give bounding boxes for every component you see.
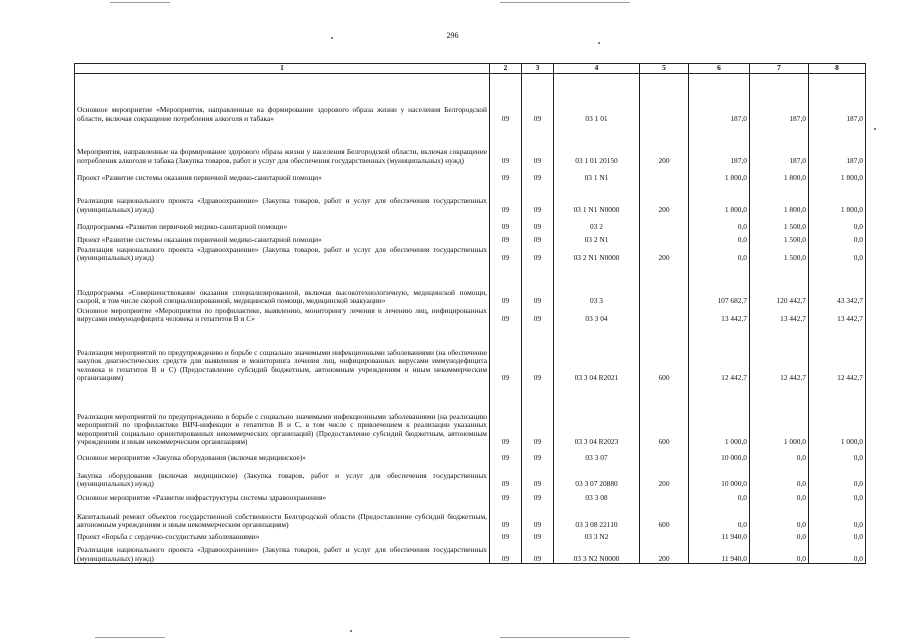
section-code: 09 [522,530,554,542]
budget-item-name: Подпрограмма «Развитие первичной медико-санитарной помощи» [75,215,490,232]
budget-item-name: Закупка оборудования (включая медицинское) (Закупка товаров, работ и услуг для обеспечения государственных (муниципальных) нужд) [75,463,490,489]
budget-item-name: Основное мероприятие «Закупка оборудования (включая медицинское)» [75,447,490,463]
expense-type-code [640,263,689,306]
target-article-code: 03 3 N2 [554,530,640,542]
amount-year-2: 1 800,0 [750,166,809,183]
amount-year-3: 0,0 [809,215,866,232]
amount-year-2: 1 800,0 [750,183,809,215]
amount-year-2: 0,0 [750,542,809,564]
amount-year-2: 0,0 [750,503,809,530]
table-body [75,74,866,564]
amount-year-1: 10 000,0 [689,463,750,489]
table-row [75,447,866,463]
column-header: 4 [554,64,640,74]
amount-year-2: 120 442,7 [750,263,809,306]
amount-year-3: 12 442,7 [809,324,866,383]
amount-year-3: 0,0 [809,489,866,503]
amount-year-1: 10 000,0 [689,447,750,463]
ministry-code: 09 [490,215,522,232]
column-header: 2 [490,64,522,74]
expense-type-code: 200 [640,463,689,489]
section-code: 09 [522,542,554,564]
expense-type-code [640,232,689,245]
table-row [75,542,866,564]
amount-year-1: 1 000,0 [689,383,750,447]
table-row [75,530,866,542]
section-code: 09 [522,215,554,232]
target-article-code: 03 3 04 [554,306,640,324]
amount-year-2: 0,0 [750,489,809,503]
ministry-code: 09 [490,503,522,530]
budget-item-name: Реализация мероприятий по предупреждению и борьбе с социально значимыми инфекционными заболеваниями (на реализацию мероприятий по профилактике ВИЧ-инфекции и гепатитов B и C, в том числе с привлечением к реализации указанных мероприятий социально ориентированных некоммерческих организаций) (Предоставление субсидий бюджетным, автономным учреждениям и иным некоммерческим организациям) [75,383,490,447]
section-code: 09 [522,463,554,489]
amount-year-3: 13 442,7 [809,306,866,324]
amount-year-3: 0,0 [809,463,866,489]
ministry-code: 09 [490,489,522,503]
expense-type-code [640,530,689,542]
amount-year-3: 1 000,0 [809,383,866,447]
table-row [75,215,866,232]
budget-item-name: Проект «Развитие системы оказания первичной медико-санитарной помощи» [75,232,490,245]
amount-year-1: 187,0 [689,124,750,166]
target-article-code: 03 3 04 R2021 [554,324,640,383]
ministry-code: 09 [490,74,522,124]
column-header: 7 [750,64,809,74]
amount-year-3: 0,0 [809,447,866,463]
target-article-code: 03 3 07 [554,447,640,463]
amount-year-2: 13 442,7 [750,306,809,324]
ministry-code: 09 [490,530,522,542]
ministry-code: 09 [490,447,522,463]
ministry-code: 09 [490,306,522,324]
expense-type-code: 600 [640,383,689,447]
budget-table [74,63,866,564]
section-code: 09 [522,124,554,166]
amount-year-2: 1 500,0 [750,215,809,232]
section-code: 09 [522,383,554,447]
amount-year-3: 187,0 [809,124,866,166]
budget-item-name: Основное мероприятие «Мероприятия, направленные на формирование здорового образа жизни у населения Белгородской области, включая сокращение потребления алкоголя и табака» [75,74,490,124]
ministry-code: 09 [490,245,522,263]
budget-item-name: Реализация национального проекта «Здравоохранение» (Закупка товаров, работ и услуг для обеспечения государственных (муниципальных) нужд) [75,183,490,215]
ministry-code: 09 [490,463,522,489]
section-code: 09 [522,183,554,215]
section-code: 09 [522,263,554,306]
page-number: 296 [446,31,459,40]
amount-year-2: 187,0 [750,74,809,124]
column-header: 3 [522,64,554,74]
expense-type-code: 600 [640,503,689,530]
amount-year-1: 13 442,7 [689,306,750,324]
table-row [75,74,866,124]
budget-item-name: Мероприятия, направленные на формирование здорового образа жизни у населения Белгородской области, включая сокращение потребления алкоголя и табака (Закупка товаров, работ и услуг для обеспечения государственных (муниципальных) нужд) [75,124,490,166]
expense-type-code [640,215,689,232]
amount-year-1: 1 800,0 [689,166,750,183]
table-row [75,263,866,306]
table-row [75,463,866,489]
amount-year-1: 12 442,7 [689,324,750,383]
column-number-row [75,64,866,74]
section-code: 09 [522,447,554,463]
scan-speck [331,37,333,39]
scan-artifact-line [500,2,630,3]
budget-item-name: Реализация национального проекта «Здравоохранение» (Закупка товаров, работ и услуг для обеспечения государственных (муниципальных) нужд) [75,542,490,564]
budget-item-name: Основное мероприятие «Мероприятия по профилактике, выявлению, мониторингу лечения и лечению лиц, инфицированных вирусами иммунодефицита человека и гепатитов B и C» [75,306,490,324]
amount-year-3: 0,0 [809,245,866,263]
table-row [75,324,866,383]
amount-year-1: 0,0 [689,245,750,263]
amount-year-3: 0,0 [809,232,866,245]
section-code: 09 [522,166,554,183]
amount-year-1: 187,0 [689,74,750,124]
budget-item-name: Реализация мероприятий по предупреждению и борьбе с социально значимыми инфекционными заболеваниями (на обеспечение закупок диагностических средств для выявления и мониторинга лечения лиц, инфицированных вирусами иммунодефицита человека и гепатитов B и C) (Предоставление субсидий бюджетным, автономным учреждениям и иным некоммерческим организациям) [75,324,490,383]
table-row [75,306,866,324]
amount-year-3: 0,0 [809,542,866,564]
amount-year-1: 0,0 [689,489,750,503]
table-row [75,383,866,447]
target-article-code: 03 1 01 20150 [554,124,640,166]
amount-year-2: 1 000,0 [750,383,809,447]
section-code: 09 [522,324,554,383]
budget-item-name: Проект «Борьба с сердечно-сосудистыми заболеваниями» [75,530,490,542]
amount-year-1: 107 682,7 [689,263,750,306]
column-header: 8 [809,64,866,74]
amount-year-2: 12 442,7 [750,324,809,383]
expense-type-code: 600 [640,324,689,383]
ministry-code: 09 [490,166,522,183]
expense-type-code [640,447,689,463]
scan-speck [874,128,876,130]
expense-type-code [640,306,689,324]
budget-item-name: Основное мероприятие «Развитие инфраструктуры системы здравоохранения» [75,489,490,503]
expense-type-code: 200 [640,542,689,564]
amount-year-2: 187,0 [750,124,809,166]
budget-item-name: Капитальный ремонт объектов государственной собственности Белгородской области (Предоставление субсидий бюджетным, автономным учреждениям и иным некоммерческим организациям) [75,503,490,530]
expense-type-code: 200 [640,124,689,166]
table-row [75,183,866,215]
amount-year-3: 43 342,7 [809,263,866,306]
scan-artifact-line [500,637,630,638]
target-article-code: 03 3 04 R2023 [554,383,640,447]
target-article-code: 03 2 [554,215,640,232]
ministry-code: 09 [490,183,522,215]
scan-artifact-line [95,637,165,638]
amount-year-1: 1 800,0 [689,183,750,215]
amount-year-3: 0,0 [809,530,866,542]
table-row [75,489,866,503]
ministry-code: 09 [490,542,522,564]
target-article-code: 03 3 08 [554,489,640,503]
target-article-code: 03 3 [554,263,640,306]
amount-year-2: 0,0 [750,463,809,489]
expense-type-code: 200 [640,183,689,215]
section-code: 09 [522,232,554,245]
ministry-code: 09 [490,324,522,383]
table-row [75,232,866,245]
expense-type-code [640,166,689,183]
amount-year-1: 0,0 [689,215,750,232]
budget-item-name: Проект «Развитие системы оказания первичной медико-санитарной помощи» [75,166,490,183]
expense-type-code [640,74,689,124]
amount-year-3: 187,0 [809,74,866,124]
target-article-code: 03 1 01 [554,74,640,124]
column-header: 6 [689,64,750,74]
budget-item-name: Реализация национального проекта «Здравоохранение» (Закупка товаров, работ и услуг для обеспечения государственных (муниципальных) нужд) [75,245,490,263]
budget-item-name: Подпрограмма «Совершенствование оказания специализированной, включая высокотехнологичную, медицинской помощи, скорой, в том числе скорой специализированной, медицинской помощи, медицинской эвакуации» [75,263,490,306]
section-code: 09 [522,306,554,324]
column-header: 5 [640,64,689,74]
amount-year-1: 0,0 [689,232,750,245]
table-row [75,245,866,263]
target-article-code: 03 2 N1 N0000 [554,245,640,263]
amount-year-2: 0,0 [750,447,809,463]
table-row [75,503,866,530]
amount-year-2: 1 500,0 [750,232,809,245]
target-article-code: 03 1 N1 N0000 [554,183,640,215]
target-article-code: 03 1 N1 [554,166,640,183]
amount-year-3: 1 800,0 [809,166,866,183]
scan-speck [350,630,352,632]
amount-year-2: 0,0 [750,530,809,542]
amount-year-1: 11 940,0 [689,530,750,542]
section-code: 09 [522,489,554,503]
ministry-code: 09 [490,124,522,166]
ministry-code: 09 [490,383,522,447]
section-code: 09 [522,74,554,124]
table-row [75,124,866,166]
amount-year-2: 1 500,0 [750,245,809,263]
target-article-code: 03 2 N1 [554,232,640,245]
expense-type-code: 200 [640,245,689,263]
scan-speck [598,42,600,44]
amount-year-1: 11 940,0 [689,542,750,564]
ministry-code: 09 [490,263,522,306]
expense-type-code [640,489,689,503]
amount-year-1: 0,0 [689,503,750,530]
section-code: 09 [522,245,554,263]
amount-year-3: 1 800,0 [809,183,866,215]
ministry-code: 09 [490,232,522,245]
target-article-code: 03 3 N2 N0000 [554,542,640,564]
scan-artifact-line [110,2,170,3]
target-article-code: 03 3 08 22110 [554,503,640,530]
column-header: 1 [75,64,490,74]
table-row [75,166,866,183]
amount-year-3: 0,0 [809,503,866,530]
target-article-code: 03 3 07 20880 [554,463,640,489]
section-code: 09 [522,503,554,530]
